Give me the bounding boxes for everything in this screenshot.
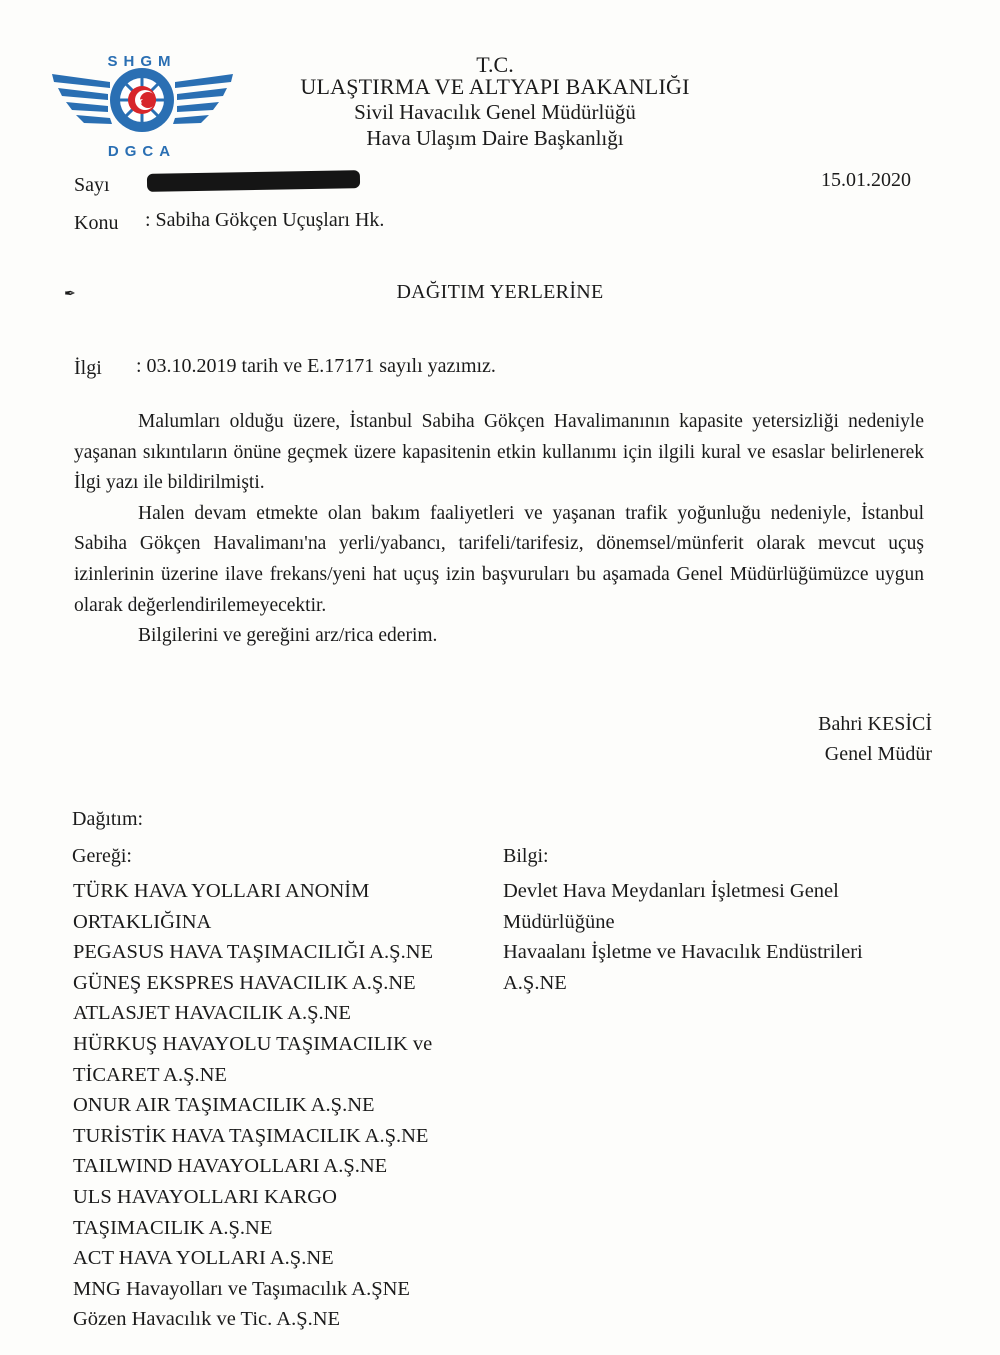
gerei-item: ONUR AIR TAŞIMACILIK A.Ş.NE <box>73 1094 375 1117</box>
paragraph-1: Malumları olduğu üzere, İstanbul Sabiha Gökçen Havalimanının kapasite yetersizliği nedeniyle yaşanan sıkıntıların önüne geçmek üzere kapasitenin etkin kullanımı için ilgili kural ve esaslar belirlenerek İlgi yazı ile bildirilmişti. <box>74 411 924 494</box>
bilgi-item: Havaalanı İşletme ve Havacılık Endüstrileri <box>503 941 863 964</box>
document-date: 15.01.2020 <box>821 169 911 191</box>
gerei-item: TAŞIMACILIK A.Ş.NE <box>73 1216 273 1239</box>
distribution-label: Dağıtım: <box>72 808 144 830</box>
logo-center <box>110 68 174 132</box>
bilgi-item: Müdürlüğüne <box>503 910 615 933</box>
konu-label: Konu <box>74 212 119 234</box>
document-title: DAĞITIM YERLERİNE <box>396 281 604 303</box>
gerei-item: TAILWIND HAVAYOLLARI A.Ş.NE <box>73 1155 388 1178</box>
ilgi-value: : 03.10.2019 tarih ve E.17171 sayılı yazımız. <box>136 355 496 377</box>
gerei-item: HÜRKUŞ HAVAYOLU TAŞIMACILIK ve <box>73 1032 433 1055</box>
gerei-item: ATLASJET HAVACILIK A.Ş.NE <box>73 1002 351 1025</box>
gerei-item: ACT HAVA YOLLARI A.Ş.NE <box>73 1247 334 1270</box>
header-tc: T.C. <box>476 52 514 77</box>
gerei-item: Gözen Havacılık ve Tic. A.Ş.NE <box>73 1308 341 1331</box>
bilgi-item: A.Ş.NE <box>503 971 567 994</box>
logo-top-text: SHGM <box>107 53 177 70</box>
paragraph-2: Halen devam etmekte olan bakım faaliyetleri ve yaşanan trafik yoğunluğu nedeniyle, İstanbul Sabiha Gökçen Havalimanı'na yerli/yabancı, tarifeli/tarifesiz, dönemsel/münferit olarak mevcut uçuş izinlerinin üzerine ilave frekans/yeni hat uçuş izin başvuruları bu aşamada Genel Müdürlüğümüzce uygun olarak değerlendirilemeyecektir. <box>74 502 924 616</box>
bilgi-item: Devlet Hava Meydanları İşletmesi Genel <box>503 880 839 902</box>
gerei-item: TİCARET A.Ş.NE <box>73 1063 227 1086</box>
gerei-item: ULS HAVAYOLLARI KARGO <box>73 1185 337 1208</box>
gerei-item: TURİSTİK HAVA TAŞIMACILIK A.Ş.NE <box>73 1124 429 1147</box>
gerei-item: PEGASUS HAVA TAŞIMACILIĞI A.Ş.NE <box>73 941 434 964</box>
gerei-label: Gereği: <box>72 845 132 867</box>
konu-value: : Sabiha Gökçen Uçuşları Hk. <box>145 209 385 231</box>
shgm-logo <box>50 52 235 162</box>
gerei-item: ORTAKLIĞINA <box>73 910 212 933</box>
signatory-title: Genel Müdür <box>824 743 932 765</box>
sayi-label: Sayı <box>74 174 110 196</box>
logo-bottom-text: DGCA <box>107 143 177 160</box>
gerei-item: GÜNEŞ EKSPRES HAVACILIK A.Ş.NE <box>73 971 416 994</box>
signatory-name: Bahri KESİCİ <box>818 713 932 735</box>
gerei-list <box>73 876 433 1335</box>
pen-mark: ✒ <box>64 287 76 302</box>
ilgi-label: İlgi <box>74 357 102 379</box>
letter-body <box>74 407 924 652</box>
redaction-mark <box>147 170 360 192</box>
gerei-item: TÜRK HAVA YOLLARI ANONİM <box>73 880 370 902</box>
paragraph-3: Bilgilerini ve gereğini arz/rica ederim. <box>138 625 438 647</box>
header-ministry: ULAŞTIRMA VE ALTYAPI BAKANLIĞI <box>300 74 690 99</box>
header-department: Hava Ulaşım Daire Başkanlığı <box>366 126 624 150</box>
header-directorate: Sivil Havacılık Genel Müdürlüğü <box>354 100 636 124</box>
bilgi-list <box>503 876 863 998</box>
gerei-item: MNG Havayolları ve Taşımacılık A.ŞNE <box>73 1277 410 1300</box>
bilgi-label: Bilgi: <box>503 845 549 867</box>
